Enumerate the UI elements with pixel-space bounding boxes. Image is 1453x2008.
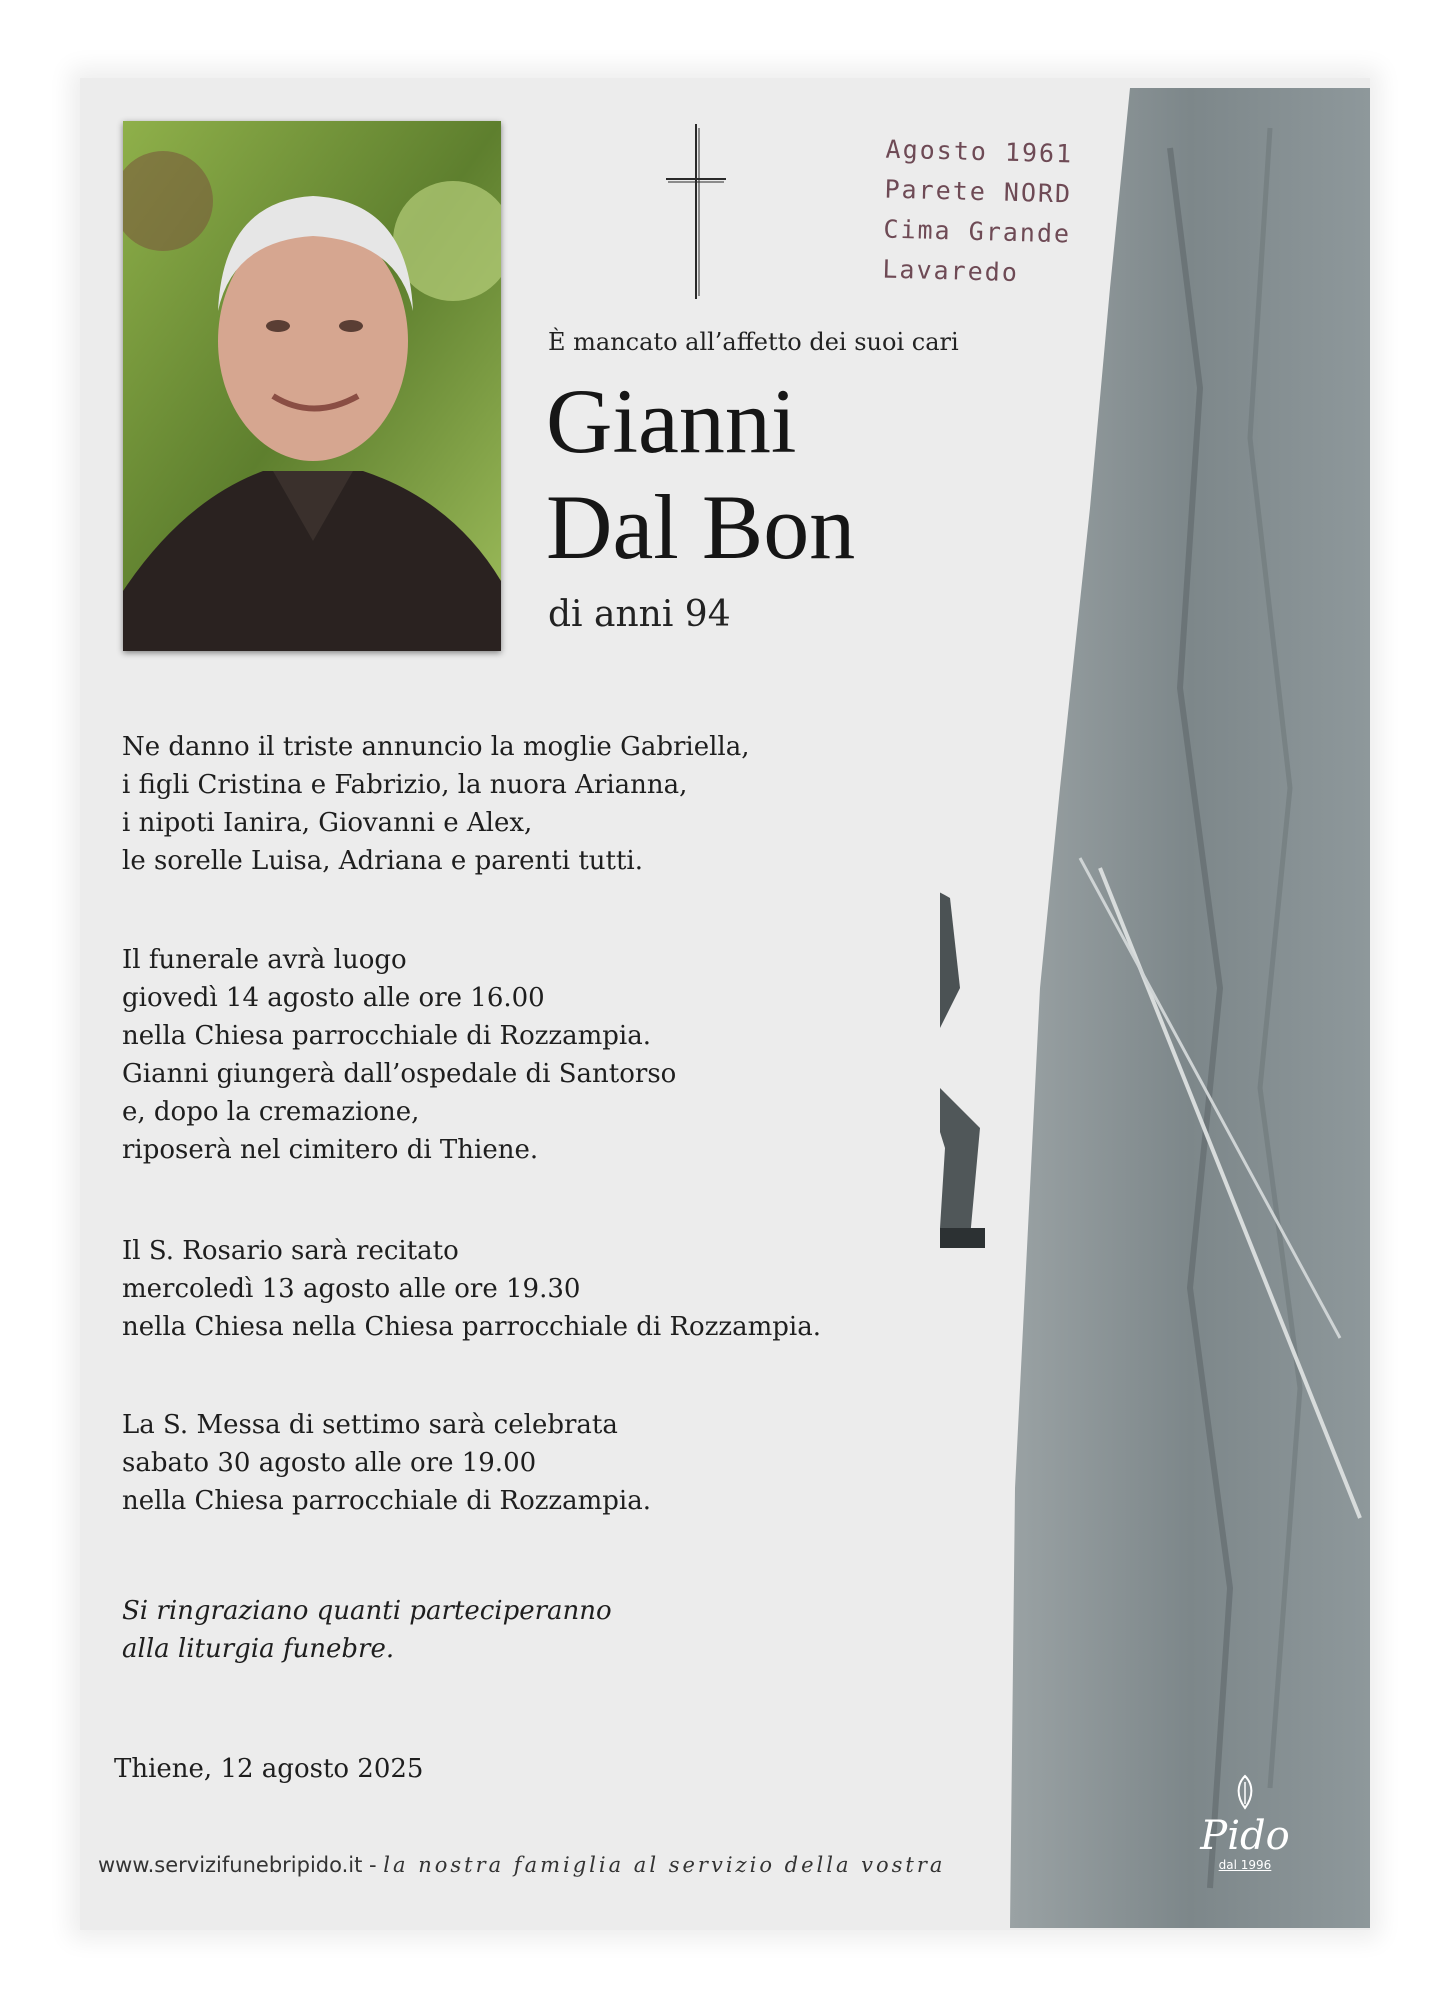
funeral-line: nella Chiesa parrocchiale di Rozzampia.	[122, 1021, 652, 1051]
funeral-line: e, dopo la cremazione,	[122, 1097, 420, 1127]
funeral-details	[122, 941, 676, 1169]
deceased-age: di anni 94	[548, 594, 731, 635]
thanks-note	[122, 1592, 612, 1668]
announcement-subtitle: È mancato all’affetto dei suoi cari	[548, 328, 959, 356]
footer-tagline: la nostra famiglia al servizio della vostra	[383, 1853, 946, 1877]
family-line: i figli Cristina e Fabrizio, la nuora Arianna,	[122, 770, 688, 800]
rosary-line: Il S. Rosario sarà recitato	[122, 1236, 459, 1266]
website-link[interactable]: www.servizifunebripido.it	[98, 1853, 363, 1877]
brand-name: Pido	[1200, 1813, 1290, 1859]
footer	[98, 1853, 945, 1877]
rosary-line: mercoledì 13 agosto alle ore 19.30	[122, 1274, 581, 1304]
last-name: Dal Bon	[546, 476, 856, 578]
brand-logo-icon	[1230, 1774, 1260, 1810]
rosary-line: nella Chiesa nella Chiesa parrocchiale di Rozzampia.	[122, 1312, 821, 1342]
thanks-line: alla liturgia funebre.	[122, 1634, 395, 1664]
brand-since: dal 1996	[1218, 1858, 1272, 1872]
mass-line: nella Chiesa parrocchiale di Rozzampia.	[122, 1486, 652, 1516]
funeral-line: Gianni giungerà dall’ospedale di Santorso	[122, 1059, 677, 1089]
place-date: Thiene, 12 agosto 2025	[114, 1754, 424, 1784]
family-line: le sorelle Luisa, Adriana e parenti tutti.	[122, 846, 643, 876]
funeral-line: riposerà nel cimitero di Thiene.	[122, 1135, 539, 1165]
family-line: i nipoti Ianira, Giovanni e Alex,	[122, 808, 533, 838]
funeral-line: giovedì 14 agosto alle ore 16.00	[122, 983, 545, 1013]
deceased-portrait	[123, 121, 501, 651]
first-name: Gianni	[546, 370, 797, 472]
mass-details	[122, 1406, 651, 1520]
climbing-photo	[940, 88, 1370, 1928]
funeral-line: Il funerale avrà luogo	[122, 945, 407, 975]
deceased-name	[546, 368, 855, 580]
mass-line: La S. Messa di settimo sarà celebrata	[122, 1410, 618, 1440]
footer-separator: -	[362, 1853, 384, 1877]
rosary-details	[122, 1232, 821, 1346]
family-announcement	[122, 728, 750, 880]
mass-line: sabato 30 agosto alle ore 19.00	[122, 1448, 537, 1478]
cross-icon	[666, 124, 726, 299]
family-line: Ne danno il triste annuncio la moglie Gabriella,	[122, 732, 750, 762]
brand-logo	[1200, 1774, 1290, 1872]
thanks-line: Si ringraziano quanti parteciperanno	[122, 1596, 612, 1626]
handwritten-photo-caption: Agosto 1961 Parete NORD Cima Grande Lavaredo	[882, 134, 1074, 288]
